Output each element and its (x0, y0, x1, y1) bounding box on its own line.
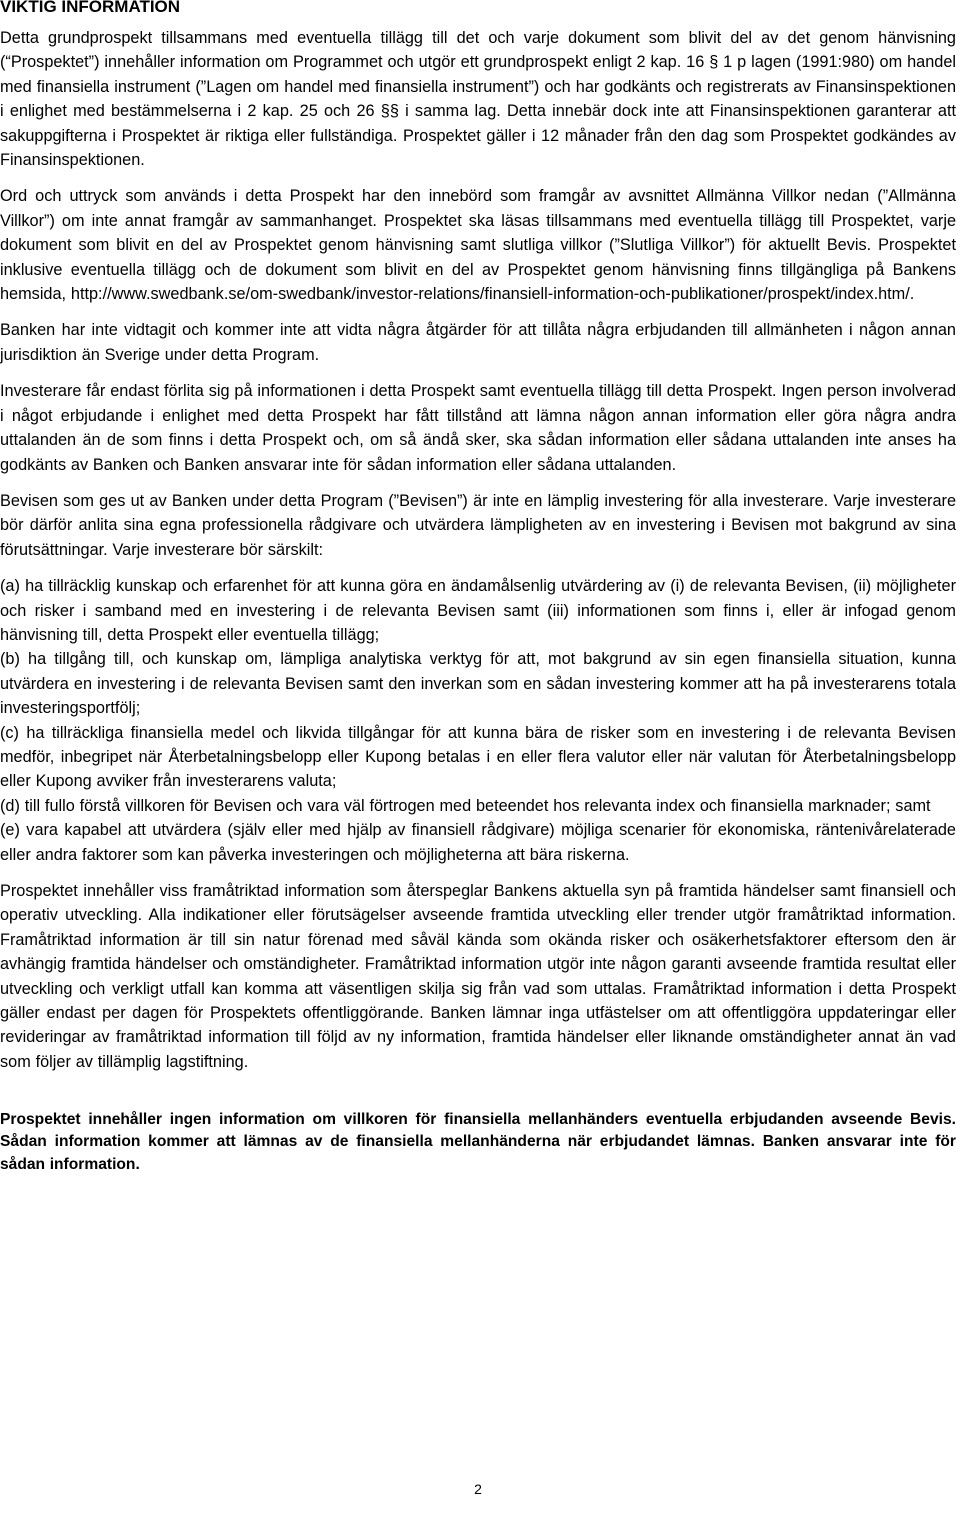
investor-requirements-list (0, 574, 956, 867)
paragraph-intermediaries: Prospektet innehåller ingen information om villkoren för finansiella mellanhänders eventuella erbjudanden avseende Bevis. Sådan information kommer att lämnas av de finansiella mellanhänderna när erbjudandet lämnas. Banken ansvarar inte för sådan information. (0, 1111, 956, 1173)
list-item: (e) vara kapabel att utvärdera (själv eller med hjälp av finansiell rådgivare) möjliga scenarier för ekonomiska, räntenivårelaterade eller andra faktorer som kan påverka investeringen och möjligheterna att bära riskerna. (0, 821, 956, 864)
paragraph-forward-looking: Prospektet innehåller viss framåtriktad information som återspeglar Bankens aktuella syn på framtida händelser samt finansiell och operativ utveckling. Alla indikationer eller förutsägelser avseende framtida utveckling eller trender utgör framåtriktad information. Framåtriktad information är till sin natur förenad med såväl kända som okända risker och osäkerhetsfaktorer eftersom den är avhängig framtida händelser och omständigheter. Framåtriktad information utgör inte någon garanti avseende framtida resultat eller utveckling och verkligt utfall kan komma att väsentligen skilja sig från vad som uttalas. Framåtriktad information i detta Prospekt gäller endast per dagen för Prospektets offentliggörande. Banken lämnar inga utfästelser om att offentliggöra uppdateringar eller revideringar av framåtriktad information till följd av ny information, framtida händelser eller liknande omständigheter annat än vad som följer av tillämplig lagstiftning. (0, 882, 956, 1071)
list-item: (a) ha tillräcklig kunskap och erfarenhet för att kunna göra en ändamålsenlig utvärdering av (i) de relevanta Bevisen, (ii) möjligheter och risker i samband med en investering i de relevanta Bevisen samt (iii) informationen som finns i, eller är infogad genom hänvisning till, detta Prospekt eller eventuella tillägg; (0, 577, 956, 644)
page-number: 2 (474, 1481, 482, 1497)
paragraph-definitions: Ord och uttryck som används i detta Prospekt har den innebörd som framgår av avsnittet Allmänna Villkor nedan (”Allmänna Villkor”) om inte annat framgår av sammanhanget. Prospektet ska läsas tillsammans med eventuella tillägg till Prospektet, varje dokument som blivit en del av Prospektet genom hänvisning samt slutliga villkor (”Slutliga Villkor”) för aktuellt Bevis. Prospektet inklusive eventuella tillägg och de dokument som blivit en del av Prospektet genom hänvisning finns tillgängliga på Bankens hemsida, http://www.swedbank.se/om-swedbank/investor-relations/finansiell-information-och-publikationer/prospekt/index.htm/. (0, 187, 956, 304)
paragraph-intro: Detta grundprospekt tillsammans med eventuella tillägg till det och varje dokument som blivit del av det genom hänvisning (“Prospektet”) innehåller information om Programmet och utgör ett grundprospekt enligt 2 kap. 16 § 1 p lagen (1991:980) om handel med finansiella instrument (”Lagen om handel med finansiella instrument”) och har godkänts och registrerats av Finansinspektionen i enlighet med bestämmelserna i 2 kap. 25 och 26 §§ i samma lag. Detta innebär dock inte att Finansinspektionen garanterar att sakuppgifterna i Prospektet är riktiga eller fullständiga. Prospektet gäller i 12 månader från den dag som Prospektet godkändes av Finansinspektionen. (0, 29, 956, 170)
list-item: (b) ha tillgång till, och kunskap om, lämpliga analytiska verktyg för att, mot bakgrund av sin egen finansiella situation, kunna utvärdera en investering i de relevanta Bevisen samt den inverkan som en sådan investering kommer att ha på investerarens totala investeringsportfölj; (0, 650, 956, 718)
list-item: (d) till fullo förstå villkoren för Bevisen och vara väl förtrogen med beteendet hos relevanta index och finansiella marknader; samt (0, 796, 931, 815)
paragraph-no-action: Banken har inte vidtagit och kommer inte att vidta några åtgärder för att tillåta några erbjudanden till allmänheten i någon annan jurisdiktion än Sverige under detta Program. (0, 321, 956, 364)
paragraph-suitability: Bevisen som ges ut av Banken under detta Program (”Bevisen”) är inte en lämplig investering för alla investerare. Varje investerare bör därför anlita sina egna professionella rådgivare och utvärdera lämpligheten av en investering i Bevisen mot bakgrund av sina förutsättningar. Varje investerare bör särskilt: (0, 491, 956, 559)
section-heading: VIKTIG INFORMATION (0, 0, 181, 16)
list-item: (c) ha tillräckliga finansiella medel och likvida tillgångar för att kunna bära de risker som en investering i de relevanta Bevisen medför, inbegripet när Återbetalningsbelopp eller Kupong betalas i en eller flera valutor eller när valutan för Återbetalningsbelopp eller Kupong avviker från investerarens valuta; (0, 723, 956, 791)
paragraph-reliance: Investerare får endast förlita sig på informationen i detta Prospekt samt eventuella tillägg till detta Prospekt. Ingen person involverad i något erbjudande i enlighet med detta Prospekt har fått tillstånd att lämna någon annan information eller göra några andra uttalanden än de som finns i detta Prospekt och, om så ändå sker, ska sådan information eller sådana uttalanden inte anses ha godkänts av Banken och Banken ansvarar inte för sådan information eller sådana uttalanden. (0, 382, 956, 474)
